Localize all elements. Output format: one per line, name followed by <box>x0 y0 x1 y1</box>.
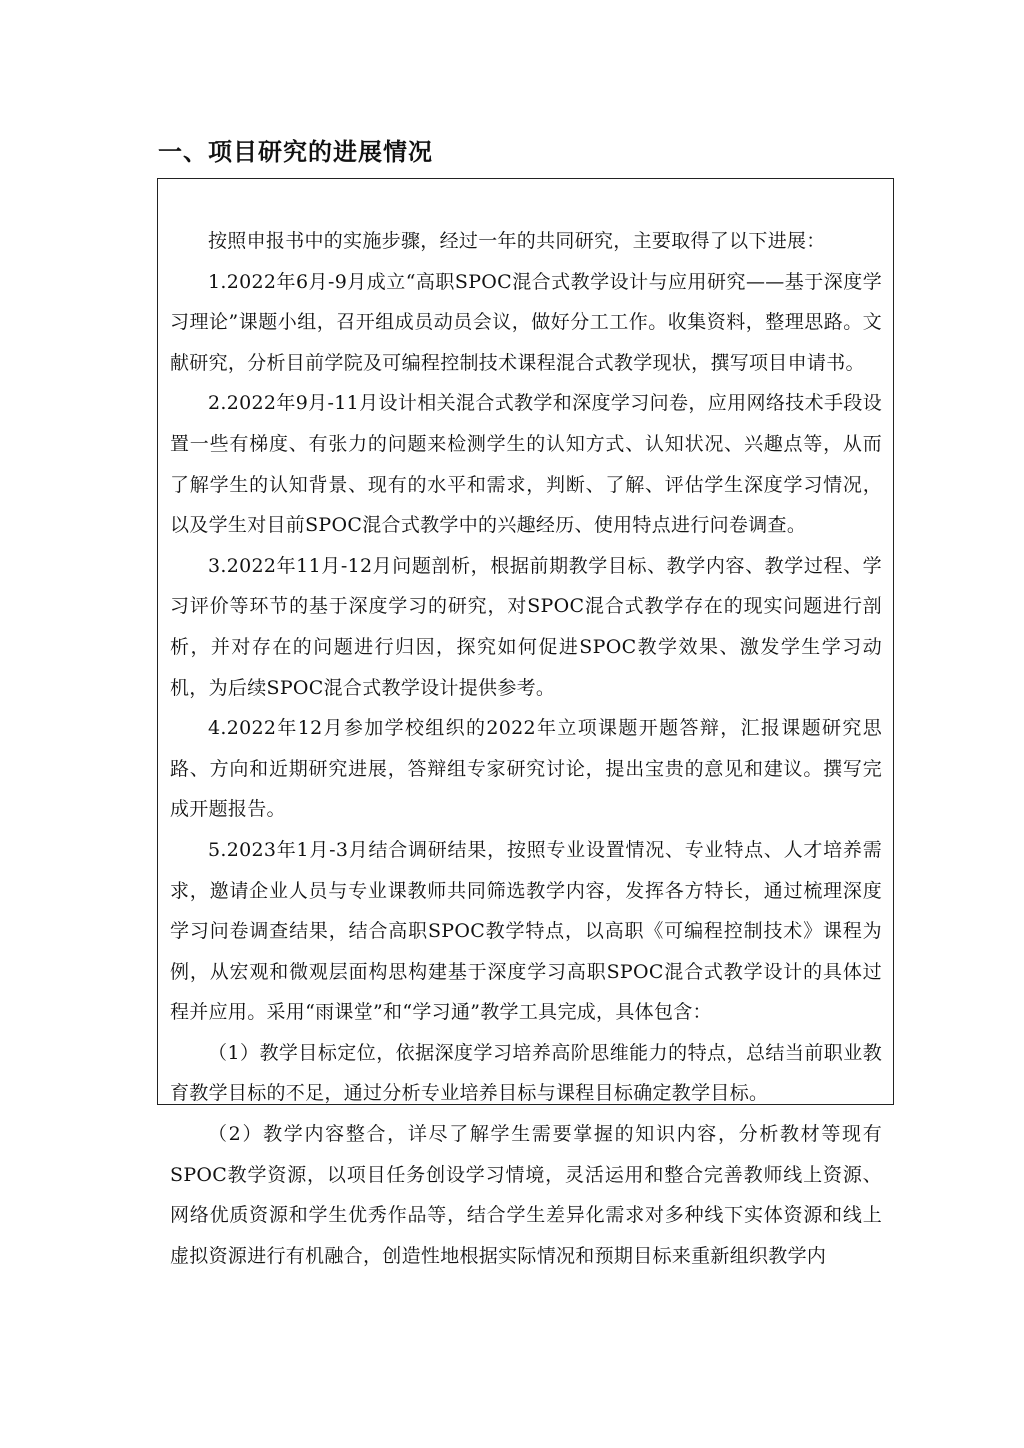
progress-item-5: 5.2023年1月-3月结合调研结果，按照专业设置情况、专业特点、人才培养需求，邀请企业人员与专业课教师共同筛选教学内容，发挥各方特长，通过梳理深度学习问卷调查结果，结合高职SPOC教学特点，以高职《可编程控制技术》课程为例，从宏观和微观层面构思构建基于深度学习高职SPOC混合式教学设计的具体过程并应用。采用“雨课堂”和“学习通”教学工具完成，具体包含： <box>170 838 882 1024</box>
progress-item-3: 3.2022年11月-12月问题剖析，根据前期教学目标、教学内容、教学过程、学习评价等环节的基于深度学习的研究，对SPOC混合式教学存在的现实问题进行剖析，并对存在的问题进行归因，探究如何促进SPOC教学效果、激发学生学习动机，为后续SPOC混合式教学设计提供参考。 <box>170 554 882 699</box>
progress-item-4: 4.2022年12月参加学校组织的2022年立项课题开题答辩，汇报课题研究思路、方向和近期研究进展，答辩组专家研究讨论，提出宝贵的意见和建议。撰写完成开题报告。 <box>170 717 882 821</box>
progress-content-box <box>157 178 894 1267</box>
sub-item-2: （2）教学内容整合，详尽了解学生需要掌握的知识内容，分析教材等现有SPOC教学资源，以项目任务创设学习情境，灵活运用和整合完善教师线上资源、网络优质资源和学生优秀作品等，结合学生差异化需求对多种线下实体资源和线上虚拟资源进行有机融合，创造性地根据实际情况和预期目标来重新组织教学内 <box>170 1123 882 1267</box>
progress-item-2: 2.2022年9月-11月设计相关混合式教学和深度学习问卷，应用网络技术手段设置一些有梯度、有张力的问题来检测学生的认知方式、认知状况、兴趣点等，从而了解学生的认知背景、现有的水平和需求，判断、了解、评估学生深度学习情况，以及学生对目前SPOC混合式教学中的兴趣经历、使用特点进行问卷调查。 <box>170 392 882 537</box>
section-title: 一、项目研究的进展情况 <box>158 138 433 166</box>
sub-item-1: （1）教学目标定位，依据深度学习培养高阶思维能力的特点，总结当前职业教育教学目标的不足，通过分析专业培养目标与课程目标确定教学目标。 <box>170 1041 882 1105</box>
progress-text-body <box>170 221 882 1276</box>
intro-paragraph: 按照申报书中的实施步骤，经过一年的共同研究，主要取得了以下进展： <box>208 230 826 252</box>
progress-item-1: 1.2022年6月-9月成立“高职SPOC混合式教学设计与应用研究——基于深度学习理论”课题小组，召开组成员动员会议，做好分工工作。收集资料，整理思路。文献研究，分析目前学院及可编程控制技术课程混合式教学现状，撰写项目申请书。 <box>170 270 882 374</box>
